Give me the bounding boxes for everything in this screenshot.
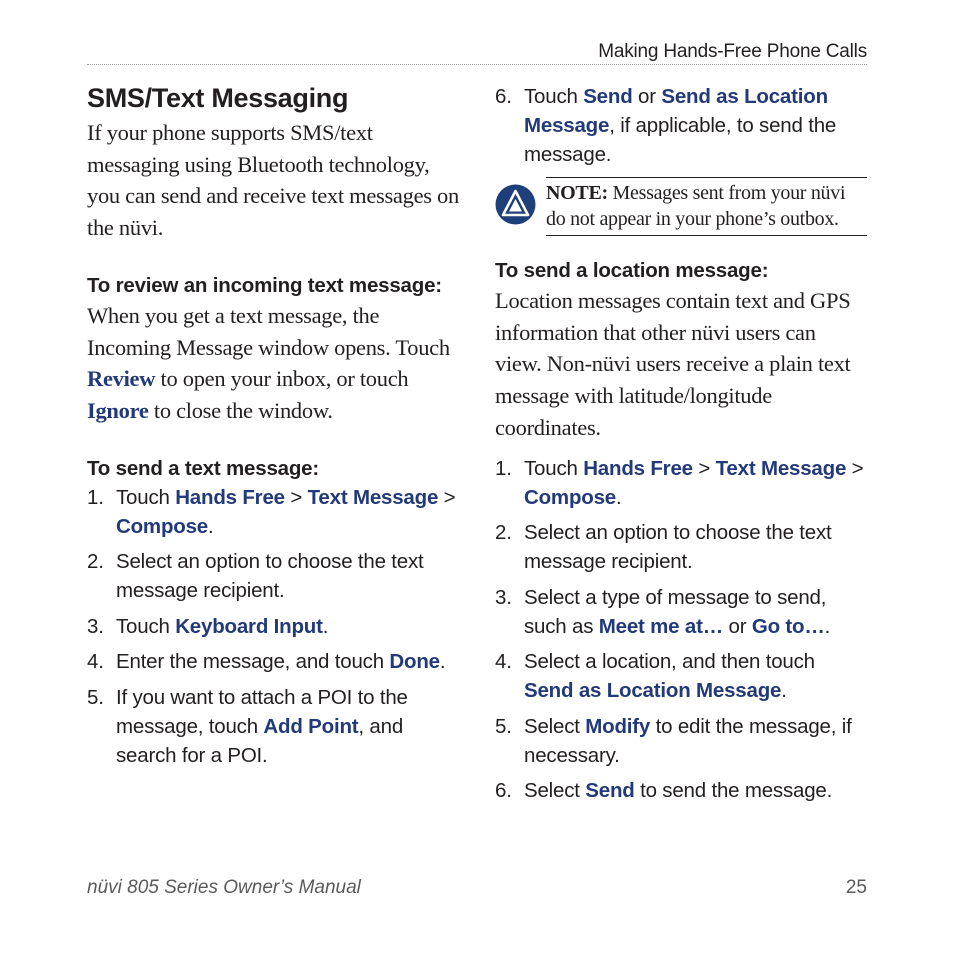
list-item: 2. Select an option to choose the text message recipient. bbox=[495, 521, 832, 574]
list-item: 3. Touch Keyboard Input. bbox=[87, 614, 329, 638]
list-item: 6. Select Send to send the message. bbox=[495, 779, 833, 803]
send-text-heading: To send a text message: bbox=[87, 456, 319, 480]
list-item: 4. Enter the message, and touch Done. bbox=[87, 650, 446, 674]
section-title: SMS/Text Messaging bbox=[87, 83, 349, 113]
list-item: 1. Touch Hands Free > Text Message > Compose. bbox=[495, 456, 864, 509]
list-item: 3. Select a type of message to send, such as Meet me at… or Go to…. bbox=[495, 585, 831, 638]
list-item: 5. If you want to attach a POI to the message, touch Add Point, and search for a POI. bbox=[87, 685, 408, 767]
footer-manual-title: nüvi 805 Series Owner’s Manual bbox=[87, 877, 361, 898]
list-item: 4. Select a location, and then touch Send as Location Message. bbox=[495, 650, 815, 703]
location-intro: Location messages contain text and GPS information that other nüvi users can view. Non-nüvi users receive a plain text message with latitude/longitude coordinates. bbox=[495, 288, 851, 440]
intro-paragraph: If your phone supports SMS/text messaging using Bluetooth technology, you can send and receive text messages on the nüvi. bbox=[87, 120, 459, 241]
note-callout bbox=[495, 177, 867, 236]
garmin-note-icon bbox=[495, 184, 536, 225]
header-rule bbox=[87, 64, 867, 65]
running-header: Making Hands-Free Phone Calls bbox=[598, 41, 867, 62]
right-column bbox=[495, 82, 867, 812]
list-item: 1. Touch Hands Free > Text Message > Compose. bbox=[87, 485, 456, 538]
ignore-term: Ignore bbox=[87, 397, 149, 423]
list-item: 6. Touch Send or Send as Location Message, if applicable, to send the message. bbox=[495, 85, 837, 166]
page-number: 25 bbox=[845, 877, 867, 898]
send-location-steps bbox=[495, 454, 867, 806]
left-column bbox=[87, 82, 459, 776]
note-text: NOTE: Messages sent from your nüvi do not appear in your phone’s outbox. bbox=[546, 177, 867, 236]
review-paragraph: When you get a text message, the Incoming Message window opens. Touch Review to open your inbox, or touch Ignore to close the window. bbox=[87, 302, 450, 423]
note-label: NOTE: bbox=[546, 182, 608, 204]
list-item: 2. Select an option to choose the text message recipient. bbox=[87, 550, 424, 603]
send-text-steps bbox=[87, 483, 459, 770]
review-heading: To review an incoming text message: bbox=[87, 273, 442, 297]
send-location-heading: To send a location message: bbox=[495, 259, 769, 282]
send-text-steps-continued bbox=[495, 82, 867, 169]
review-term: Review bbox=[87, 366, 156, 392]
list-item: 5. Select Modify to edit the message, if necessary. bbox=[495, 714, 852, 767]
